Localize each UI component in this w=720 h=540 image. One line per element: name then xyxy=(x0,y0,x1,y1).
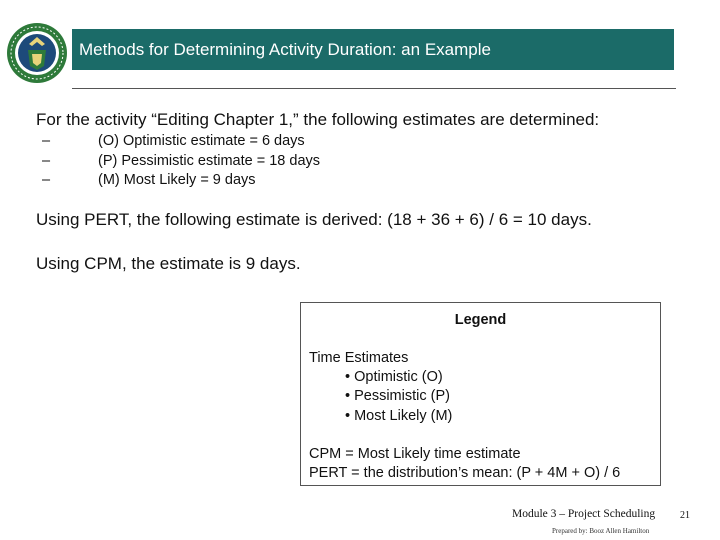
legend-item: • Pessimistic (P) xyxy=(345,388,450,405)
estimate-list xyxy=(42,132,320,191)
footer-module: Module 3 – Project Scheduling xyxy=(512,508,656,520)
title-divider xyxy=(72,88,676,89)
legend-body xyxy=(309,349,620,483)
legend-item: • Most Likely (M) xyxy=(345,407,453,424)
pert-estimate-text: Using PERT, the following estimate is derived: (18 + 36 + 6) / 6 = 10 days. xyxy=(36,210,592,229)
list-item xyxy=(42,171,320,191)
page-title: Methods for Determining Activity Duration: an Example xyxy=(72,29,674,70)
legend-item: • Optimistic (O) xyxy=(345,369,443,386)
cpm-estimate-text: Using CPM, the estimate is 9 days. xyxy=(36,254,301,273)
legend-box xyxy=(300,302,661,486)
legend-title: Legend xyxy=(454,312,507,328)
list-dash: – xyxy=(42,152,51,169)
doe-seal-logo xyxy=(6,22,68,84)
legend-heading: Time Estimates xyxy=(309,350,409,366)
footer-prepared-by: Prepared by: Booz Allen Hamilton xyxy=(552,527,650,535)
intro-text: For the activity “Editing Chapter 1,” the following estimates are determined: xyxy=(36,110,600,129)
list-item-text: (M) Most Likely = 9 days xyxy=(98,172,256,188)
legend-spacer xyxy=(309,426,620,445)
legend-pert-definition: PERT = the distribution’s mean: (P + 4M + O) / 6 xyxy=(309,465,621,482)
list-dash: – xyxy=(42,172,51,188)
page-number: 21 xyxy=(680,510,690,521)
list-dash: – xyxy=(42,133,51,149)
list-item-text: (P) Pessimistic estimate = 18 days xyxy=(98,152,321,169)
legend-cpm-definition: CPM = Most Likely time estimate xyxy=(309,445,521,462)
list-item-text: (O) Optimistic estimate = 6 days xyxy=(98,133,305,149)
list-item xyxy=(42,152,320,172)
doe-seal-icon xyxy=(6,22,68,84)
list-item xyxy=(42,132,320,152)
